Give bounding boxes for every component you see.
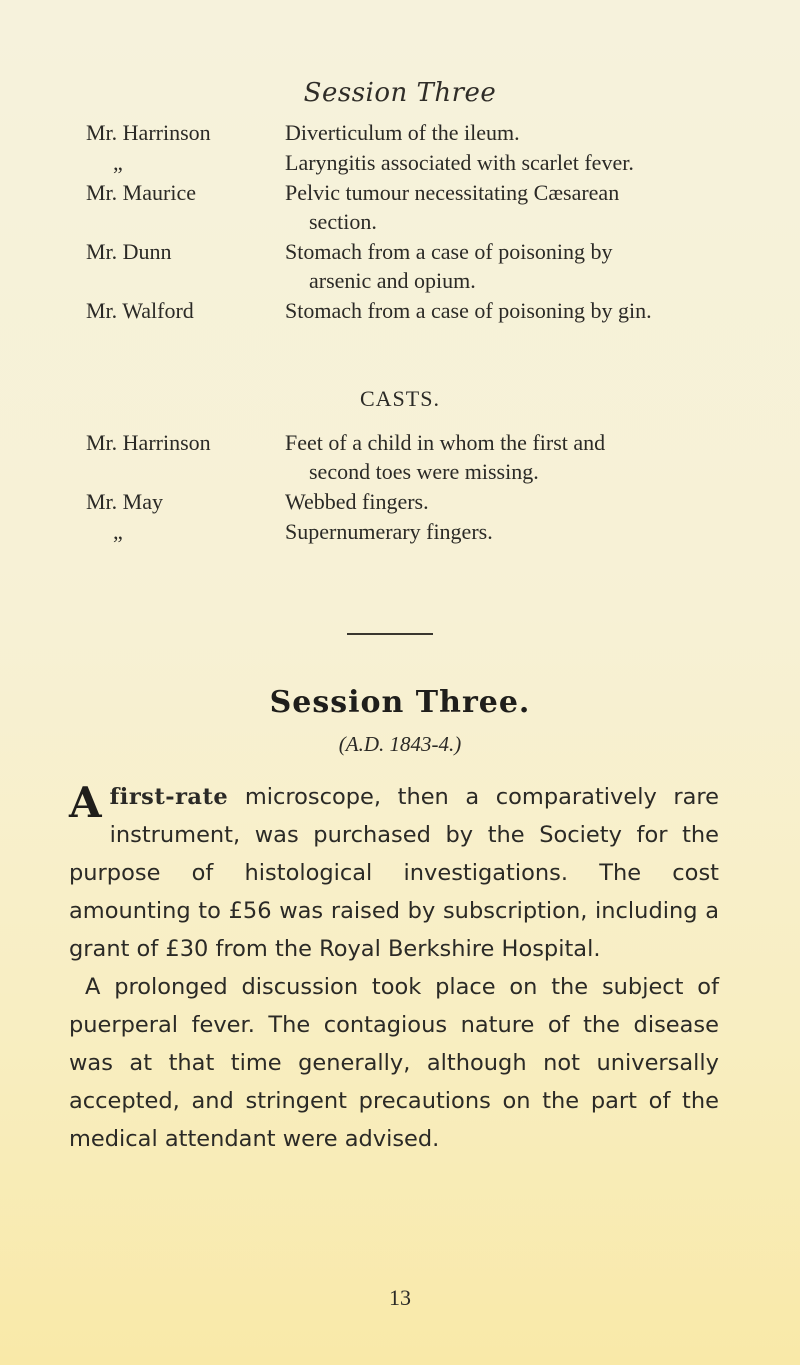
donor-name: Mr. Dunn bbox=[86, 239, 172, 264]
specimen-description bbox=[285, 118, 720, 147]
section-title: Session Three. bbox=[269, 685, 531, 720]
cast-description bbox=[285, 517, 720, 546]
cast-line: Feet of a child in whom the first and bbox=[285, 430, 606, 455]
paragraph: A prolonged discussion took place on the subject of puerperal fever. The contagious nature of the disease was at that time generally, although not universally accepted, and stringent precautions on the part of the medical attendant were advised. bbox=[69, 974, 719, 1152]
running-head: Session Three bbox=[303, 78, 497, 108]
specimen-description bbox=[285, 148, 720, 177]
donor-name: Mr. Walford bbox=[86, 298, 194, 323]
casts-heading: CASTS. bbox=[360, 386, 440, 411]
donor-name: Mr. May bbox=[86, 489, 163, 514]
donor-name: Mr. Maurice bbox=[86, 180, 196, 205]
ditto-mark: „ bbox=[113, 150, 123, 175]
page-number: 13 bbox=[389, 1285, 411, 1310]
specimen-line: Laryngitis associated with scarlet fever. bbox=[285, 150, 634, 175]
specimen-line: Stomach from a case of poisoning by gin. bbox=[285, 298, 652, 323]
donor-name: Mr. Harrinson bbox=[86, 120, 211, 145]
cast-line-continued: second toes were missing. bbox=[309, 459, 539, 484]
specimen-description bbox=[285, 237, 720, 295]
specimen-description bbox=[285, 178, 720, 236]
ditto-mark: „ bbox=[113, 519, 123, 544]
section-date: (A.D. 1843-4.) bbox=[338, 732, 462, 756]
specimen-line: Stomach from a case of poisoning by bbox=[285, 239, 613, 264]
cast-description bbox=[285, 487, 720, 516]
specimen-line-continued: section. bbox=[309, 209, 377, 234]
cast-line: Supernumerary fingers. bbox=[285, 519, 493, 544]
specimen-description bbox=[285, 296, 720, 325]
cast-line: Webbed fingers. bbox=[285, 489, 429, 514]
section-divider bbox=[347, 633, 433, 635]
specimen-line-continued: arsenic and opium. bbox=[309, 268, 476, 293]
specimen-line: Diverticulum of the ileum. bbox=[285, 120, 520, 145]
drop-cap: A bbox=[69, 778, 102, 827]
donor-name: Mr. Harrinson bbox=[86, 430, 211, 455]
specimen-line: Pelvic tumour necessitating Cæsarean bbox=[285, 180, 620, 205]
paragraph-text: microscope, then a comparatively rare instrument, was purchased by the Society for the purpose of histological investigations. The cost amounting to £56 was raised by subscription, including a grant of £30 from the Royal Berkshire Hospital. bbox=[69, 784, 719, 962]
cast-description bbox=[285, 428, 720, 486]
opening-words: first-rate bbox=[109, 784, 229, 810]
paragraph bbox=[69, 778, 719, 968]
body-text bbox=[69, 778, 719, 1158]
